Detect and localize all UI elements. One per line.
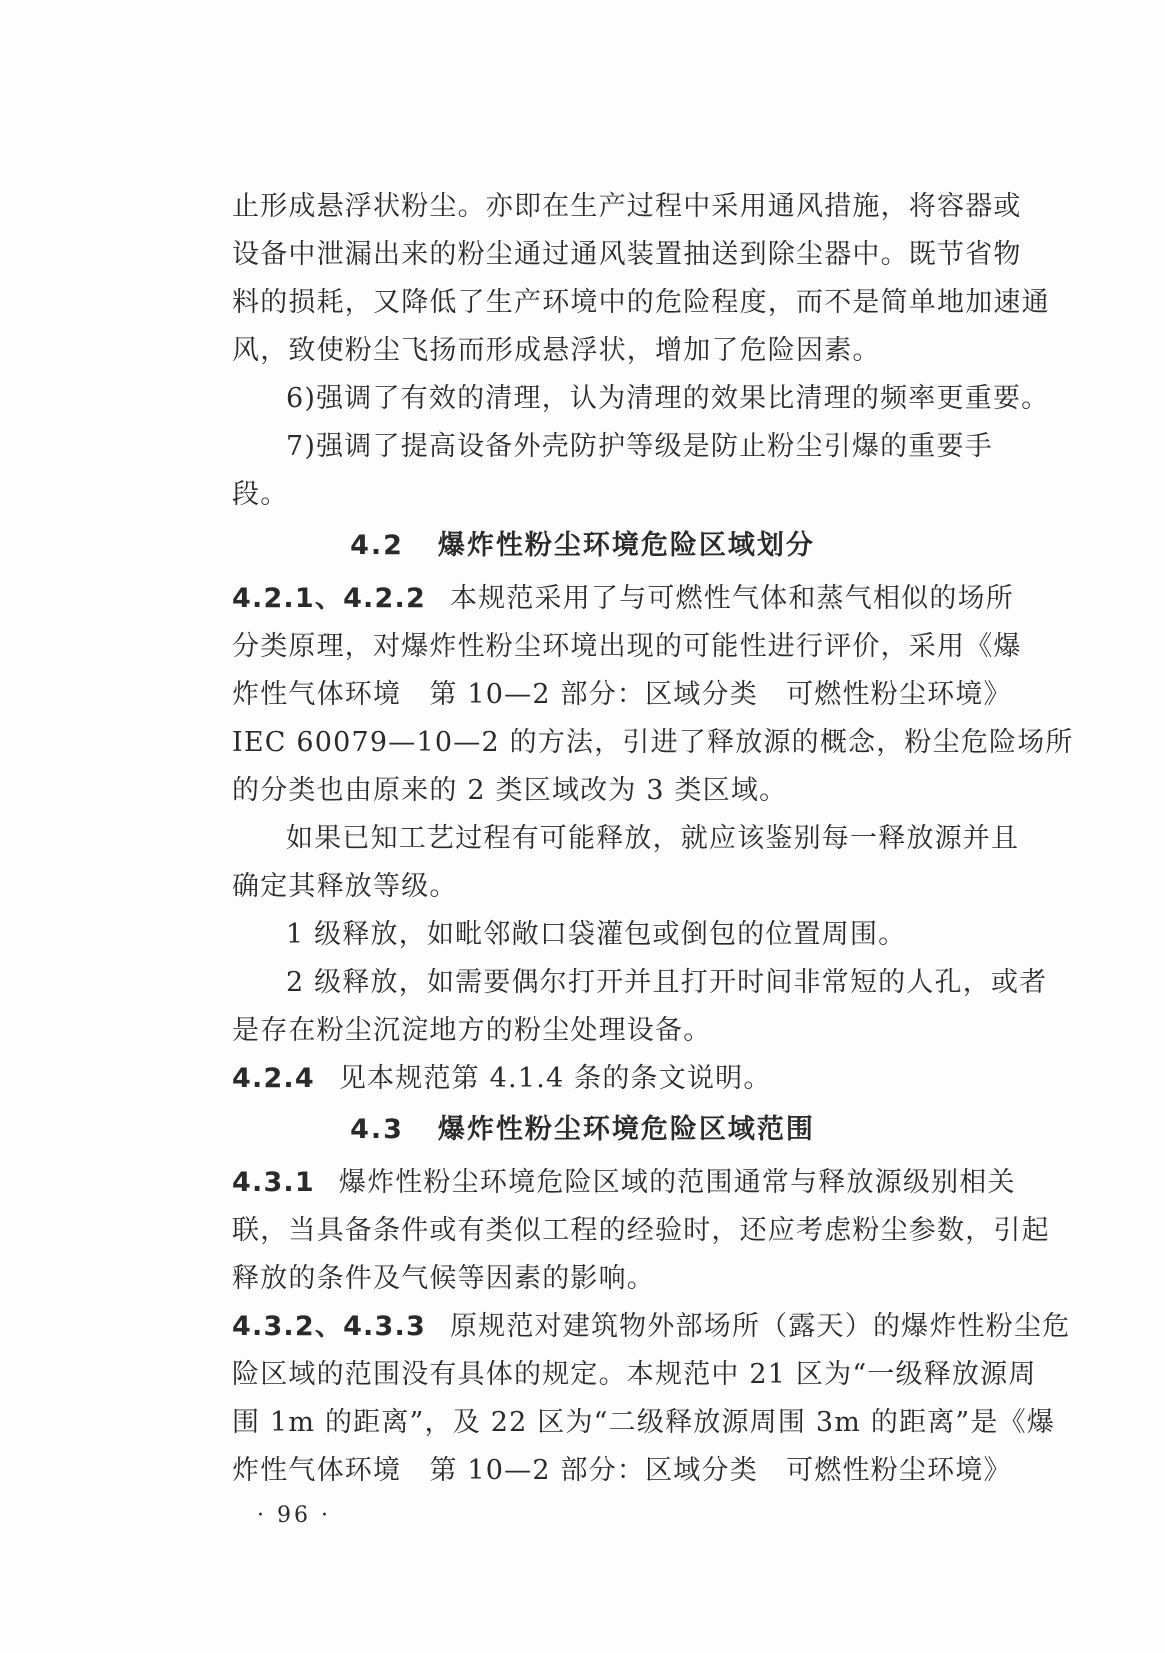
paragraph-line: 险区域的范围没有具体的规定。本规范中 21 区为“一级释放源周 — [232, 1359, 1037, 1390]
paragraph-line: 分类原理，对爆炸性粉尘环境出现的可能性进行评价，采用《爆 — [232, 631, 1022, 662]
paragraph-line: 段。 — [232, 479, 289, 510]
clause-text: 爆炸性粉尘环境危险区域的范围通常与释放源级别相关 — [338, 1167, 1016, 1198]
paragraph-line: IEC 60079—10—2 的方法，引进了释放源的概念，粉尘危险场所 — [232, 727, 1074, 758]
paragraph-line: 6)强调了有效的清理，认为清理的效果比清理的频率更重要。 — [286, 383, 1050, 414]
paragraph-line: 料的损耗，又降低了生产环境中的危险程度，而不是简单地加速通 — [232, 287, 1050, 318]
paragraph-line: 确定其释放等级。 — [232, 871, 458, 902]
paragraph-line: 止形成悬浮状粉尘。亦即在生产过程中采用通风措施，将容器或 — [232, 191, 1022, 222]
paragraph-line: 2 级释放，如需要偶尔打开并且打开时间非常短的人孔，或者 — [286, 967, 1048, 998]
clause-line — [232, 1055, 1000, 1103]
clause-line — [232, 1159, 1016, 1207]
clause-number: 4.3.2、4.3.3 — [232, 1311, 426, 1342]
paragraph-line: 的分类也由原来的 2 类区域改为 3 类区域。 — [232, 775, 788, 806]
section-number: 4.2 — [350, 530, 404, 561]
paragraph-line: 7)强调了提高设备外壳防护等级是防止粉尘引爆的重要手 — [286, 431, 993, 462]
clause-text: 本规范采用了与可燃性气体和蒸气相似的场所 — [449, 583, 1014, 614]
paragraph-line: 释放的条件及气候等因素的影响。 — [232, 1263, 655, 1294]
clause-line — [232, 1303, 1071, 1351]
paragraph-line: 炸性气体环境 第 10—2 部分：区域分类 可燃性粉尘环境》 — [232, 679, 1012, 710]
clause-line — [232, 575, 1014, 623]
section-title: 爆炸性粉尘环境危险区域划分 — [437, 530, 815, 561]
paragraph-line: 围 1m 的距离”，及 22 区为“二级释放源周围 3m 的距离”是《爆 — [232, 1407, 1056, 1438]
paragraph-line: 是存在粉尘沉淀地方的粉尘处理设备。 — [232, 1015, 712, 1046]
paragraph-line: 设备中泄漏出来的粉尘通过通风装置抽送到除尘器中。既节省物 — [232, 239, 1022, 270]
section-number: 4.3 — [350, 1114, 404, 1145]
paragraph-line: 1 级释放，如毗邻敞口袋灌包或倒包的位置周围。 — [286, 919, 907, 950]
paragraph-line: 风，致使粉尘飞扬而形成悬浮状，增加了危险因素。 — [232, 335, 881, 366]
clause-number: 4.2.1、4.2.2 — [232, 583, 426, 614]
clause-number: 4.3.1 — [232, 1167, 315, 1198]
section-heading-4-2 — [0, 523, 1165, 562]
clause-number: 4.2.4 — [232, 1063, 315, 1094]
section-heading-4-3 — [0, 1107, 1165, 1146]
paragraph-line: 炸性气体环境 第 10—2 部分：区域分类 可燃性粉尘环境》 — [232, 1455, 1012, 1486]
clause-text: 原规范对建筑物外部场所（露天）的爆炸性粉尘危 — [449, 1311, 1071, 1342]
clause-text: 见本规范第 4.1.4 条的条文说明。 — [338, 1063, 772, 1094]
paragraph-line: 联，当具备条件或有类似工程的经验时，还应考虑粉尘参数，引起 — [232, 1215, 1050, 1246]
page-number: · 96 · — [257, 1503, 331, 1528]
section-title: 爆炸性粉尘环境危险区域范围 — [437, 1114, 815, 1145]
paragraph-line: 如果已知工艺过程有可能释放，就应该鉴别每一释放源并且 — [286, 823, 1020, 854]
